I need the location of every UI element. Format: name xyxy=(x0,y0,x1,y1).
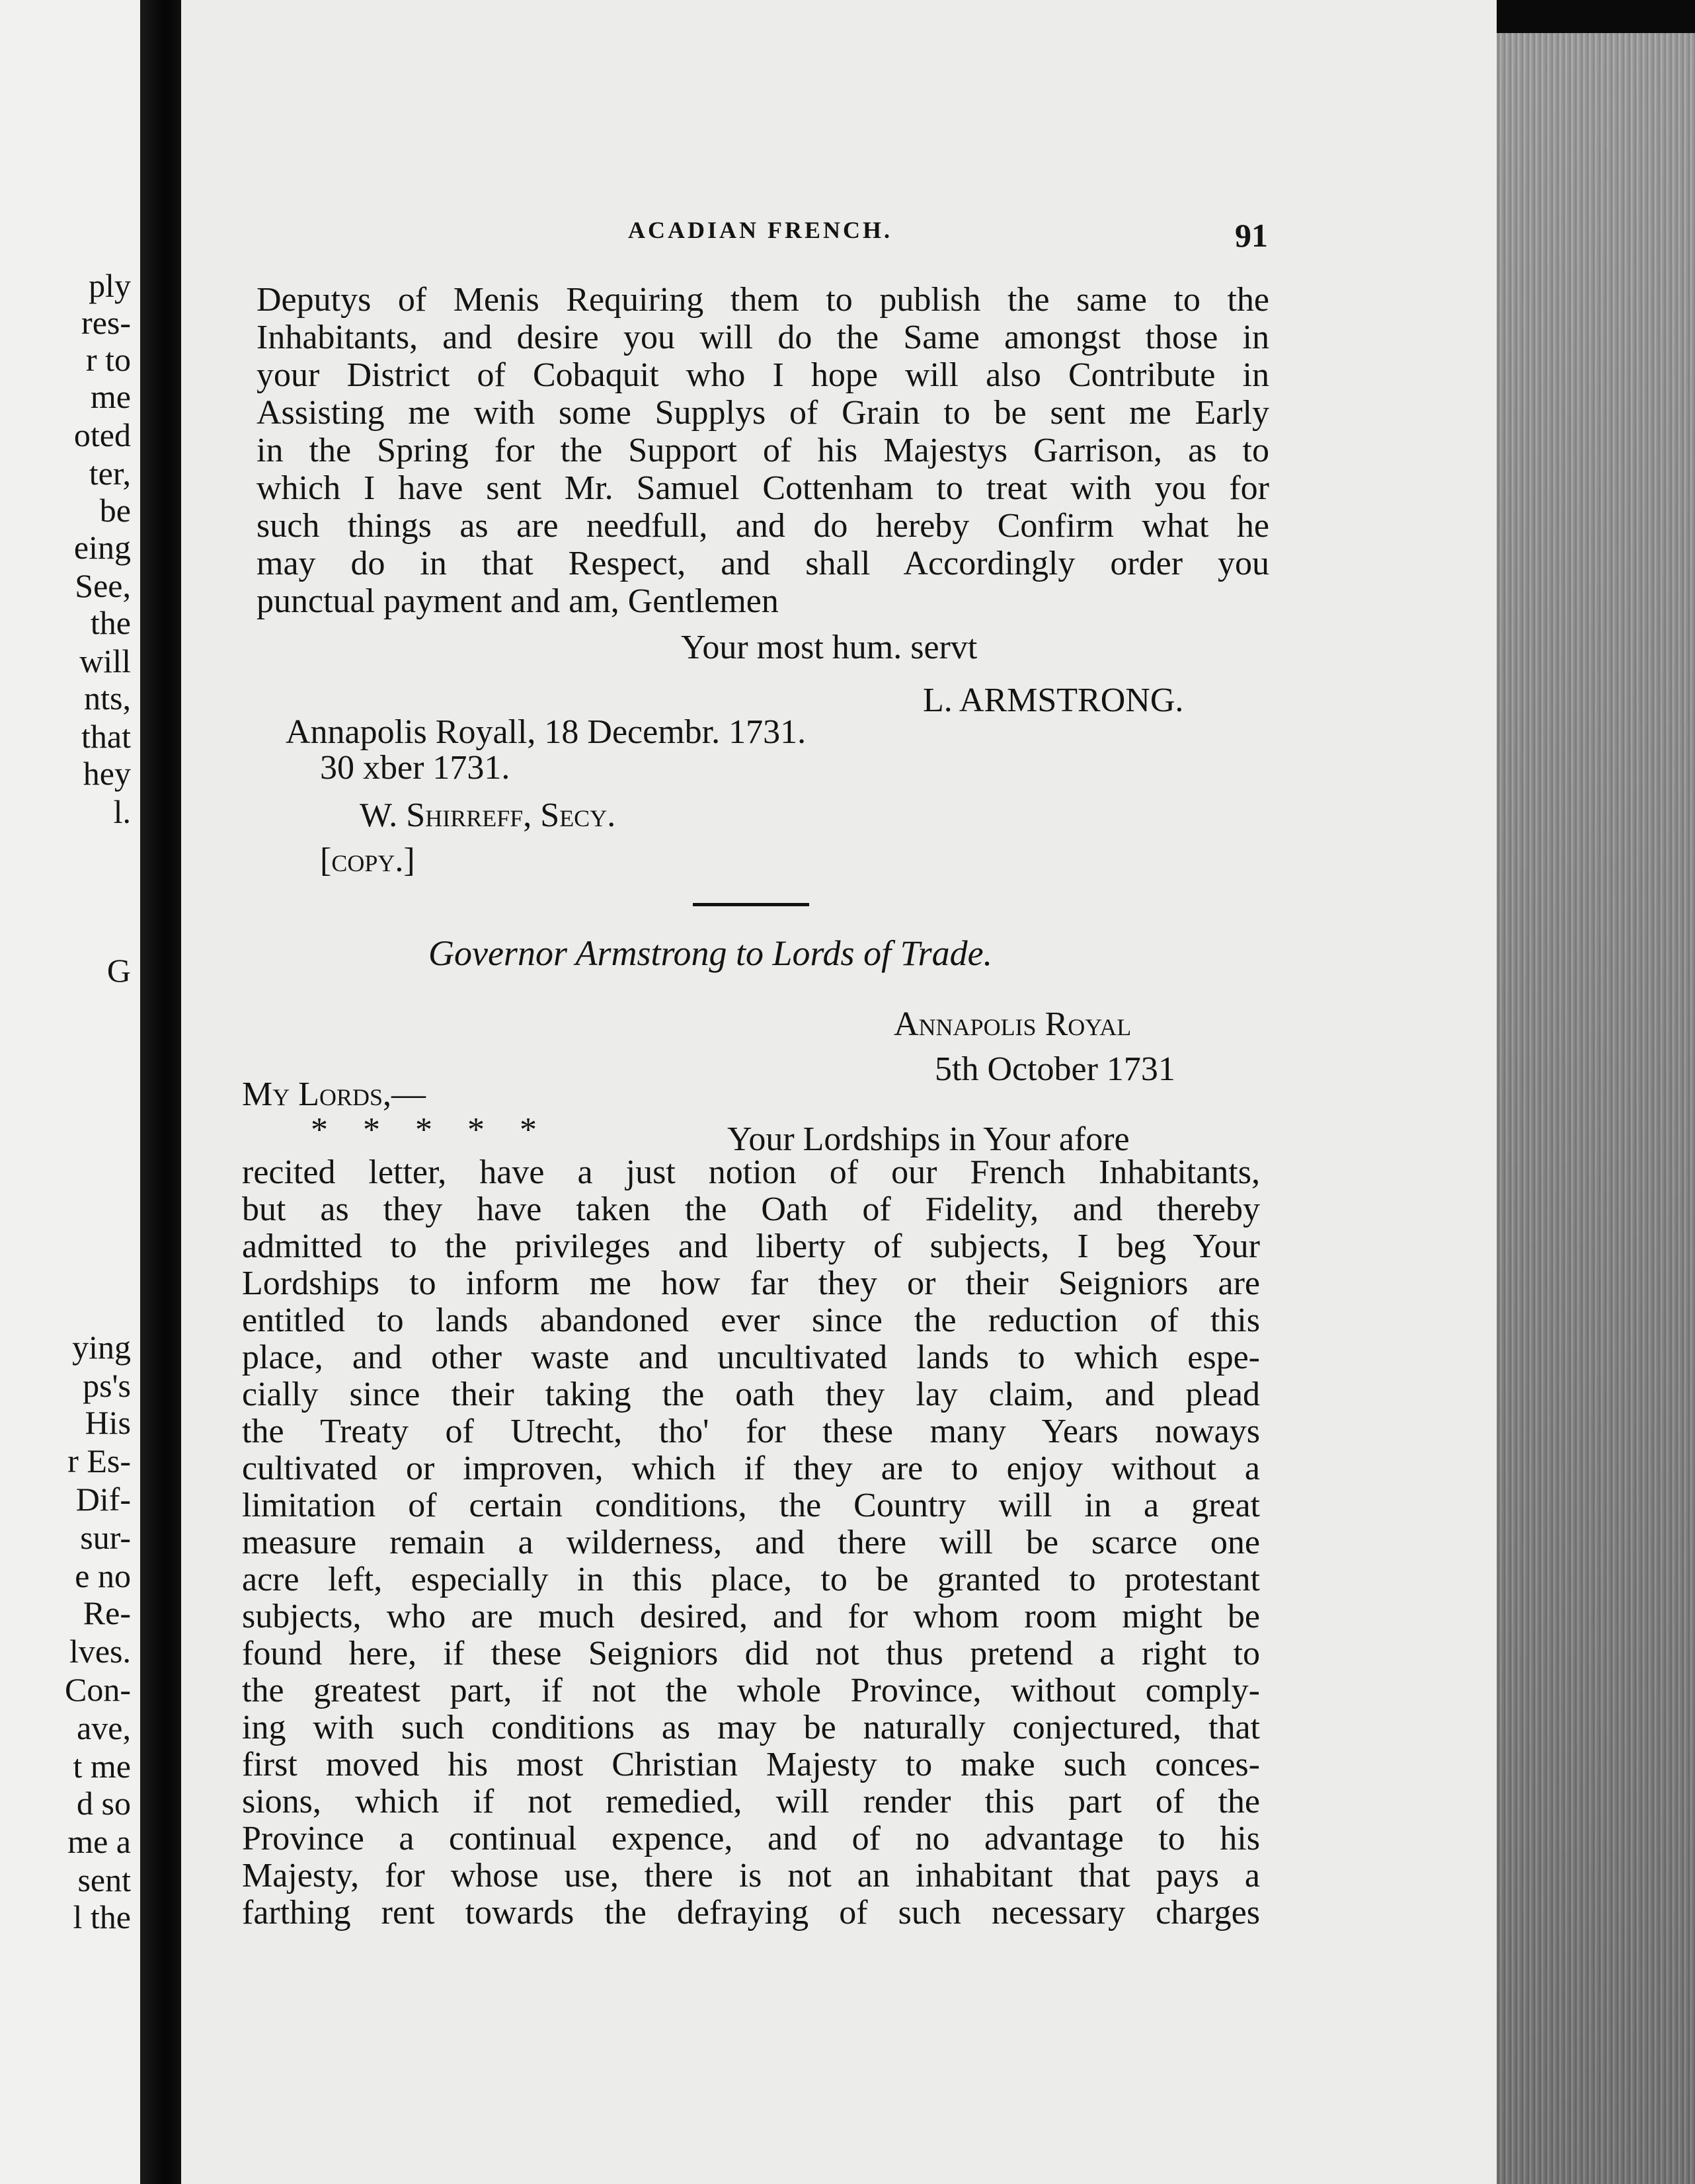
left-page-fragment: res- xyxy=(81,304,131,341)
left-page-fragment: Dif- xyxy=(75,1481,131,1518)
letter2-line: but as they have taken the Oath of Fidelity, and thereby xyxy=(242,1190,1260,1228)
left-page-fragment: t me xyxy=(73,1748,131,1785)
left-page-fragment: sent xyxy=(77,1861,131,1898)
letter2-line: ing with such conditions as may be naturally conjectured, that xyxy=(242,1709,1260,1746)
left-page-fragment: r Es- xyxy=(67,1442,131,1479)
left-page-fragment: His xyxy=(85,1404,131,1441)
letter2-line: place, and other waste and uncultivated lands to which espe- xyxy=(242,1339,1260,1376)
left-page-fragment: G xyxy=(106,952,131,989)
letter1-line: in the Spring for the Support of his Majestys Garrison, as to xyxy=(256,432,1269,469)
letter1-line: such things as are needfull, and do hereby Confirm what he xyxy=(256,507,1269,545)
letter1-line: which I have sent Mr. Samuel Cottenham to treat with you for xyxy=(256,469,1269,507)
left-page-fragment: ter, xyxy=(89,455,131,492)
letter2-line: recited letter, have a just notion of our French Inhabitants, xyxy=(242,1153,1260,1191)
left-page-fragment: me xyxy=(90,378,131,415)
left-page-fragment: ying xyxy=(72,1329,131,1366)
letter2-line: farthing rent towards the defraying of such necessary charges xyxy=(242,1894,1260,1931)
left-page-fragment: d so xyxy=(77,1785,131,1822)
letter2-line: the Treaty of Utrecht, tho' for these many Years noways xyxy=(242,1413,1260,1450)
letter2-line: Majesty, for whose use, there is not an inhabitant that pays a xyxy=(242,1857,1260,1894)
letter2-line: sions, which if not remedied, will render this part of the xyxy=(242,1783,1260,1820)
letter2-line: found here, if these Seigniors did not thus pretend a right to xyxy=(242,1635,1260,1672)
letter1-line: may do in that Respect, and shall Accordingly order you xyxy=(256,545,1269,582)
letter2-line: entitled to lands abandoned ever since the reduction of this xyxy=(242,1302,1260,1339)
ellipsis-asterisks: * * * * * xyxy=(311,1111,550,1149)
page-number: 91 xyxy=(1235,217,1268,254)
letter2-date: 5th October 1731 xyxy=(935,1050,1175,1088)
letter2-line: first moved his most Christian Majesty to make such conces- xyxy=(242,1746,1260,1783)
left-page-fragment: ave, xyxy=(77,1709,131,1746)
left-page-fragment: that xyxy=(81,718,131,755)
section-rule xyxy=(693,903,809,906)
letter2-line: cultivated or improven, which if they are to enjoy without a xyxy=(242,1450,1260,1487)
left-page-fragment: l. xyxy=(113,793,131,830)
left-page-fragment: me a xyxy=(67,1823,131,1860)
book-gutter xyxy=(140,0,181,2184)
left-page-fragment: Con- xyxy=(65,1671,131,1708)
letter2-line: measure remain a wilderness, and there will be scarce one xyxy=(242,1524,1260,1561)
letter1-line: Assisting me with some Supplys of Grain to be sent me Early xyxy=(256,394,1269,432)
left-page-fragment: hey xyxy=(83,755,131,792)
letter1-line: punctual payment and am, Gentlemen xyxy=(256,582,779,620)
left-page-fragment: ps's xyxy=(83,1367,131,1404)
left-page-fragment: ply xyxy=(89,267,131,304)
letter1-place-date: Annapolis Royall, 18 Decembr. 1731. xyxy=(286,713,807,751)
left-page-fragment: nts, xyxy=(84,680,131,717)
letter1-signature: L. ARMSTRONG. xyxy=(923,682,1184,719)
letter1-second-date: 30 xber 1731. xyxy=(320,749,510,787)
left-page-fragment: See, xyxy=(75,567,131,604)
left-page-fragment: oted xyxy=(73,416,131,453)
letter2-line: Province a continual expence, and of no advantage to his xyxy=(242,1820,1260,1857)
left-page-fragment: e no xyxy=(75,1557,131,1594)
left-facing-page xyxy=(0,0,140,2184)
letter2-line: Lordships to inform me how far they or their Seigniors are xyxy=(242,1265,1260,1302)
letter1-line: your District of Cobaquit who I hope will also Contribute in xyxy=(256,356,1269,394)
letter1-line: Deputys of Menis Requiring them to publish the same to the xyxy=(256,281,1269,319)
letter1-closing: Your most hum. servt xyxy=(681,629,978,666)
left-page-fragment: the xyxy=(90,604,131,641)
letter2-heading: Governor Armstrong to Lords of Trade. xyxy=(428,933,993,973)
left-page-fragment: r to xyxy=(85,341,131,378)
letter2-line: acre left, especially in this place, to be granted to protestant xyxy=(242,1561,1260,1598)
left-page-fragment: sur- xyxy=(80,1519,131,1556)
letter2-line: the greatest part, if not the whole Province, without comply- xyxy=(242,1672,1260,1709)
letter1-line: Inhabitants, and desire you will do the Same amongst those in xyxy=(256,319,1269,356)
letter2-line: cially since their taking the oath they lay claim, and plead xyxy=(242,1376,1260,1413)
letter1-attestation: W. Shirreff, Secy. xyxy=(360,797,616,834)
letter1-copy-note: [copy.] xyxy=(320,841,415,879)
letter2-line: admitted to the privileges and liberty of subjects, I beg Your xyxy=(242,1228,1260,1265)
letter2-salutation: My Lords,— xyxy=(242,1075,426,1113)
left-page-fragment: l the xyxy=(73,1898,131,1935)
left-page-fragment: Re- xyxy=(83,1594,131,1631)
left-page-fragment: eing xyxy=(73,529,131,566)
letter2-first-line: Your Lordships in Your afore xyxy=(727,1120,1130,1158)
letter2-line: subjects, who are much desired, and for whom room might be xyxy=(242,1598,1260,1635)
left-page-fragment: lves. xyxy=(69,1633,131,1670)
letter2-place: Annapolis Royal xyxy=(894,1005,1132,1043)
left-page-fragment: will xyxy=(79,643,131,680)
running-title: ACADIAN FRENCH. xyxy=(628,217,892,243)
left-page-fragment: be xyxy=(99,492,131,529)
letter2-line: limitation of certain conditions, the Country will in a great xyxy=(242,1487,1260,1524)
